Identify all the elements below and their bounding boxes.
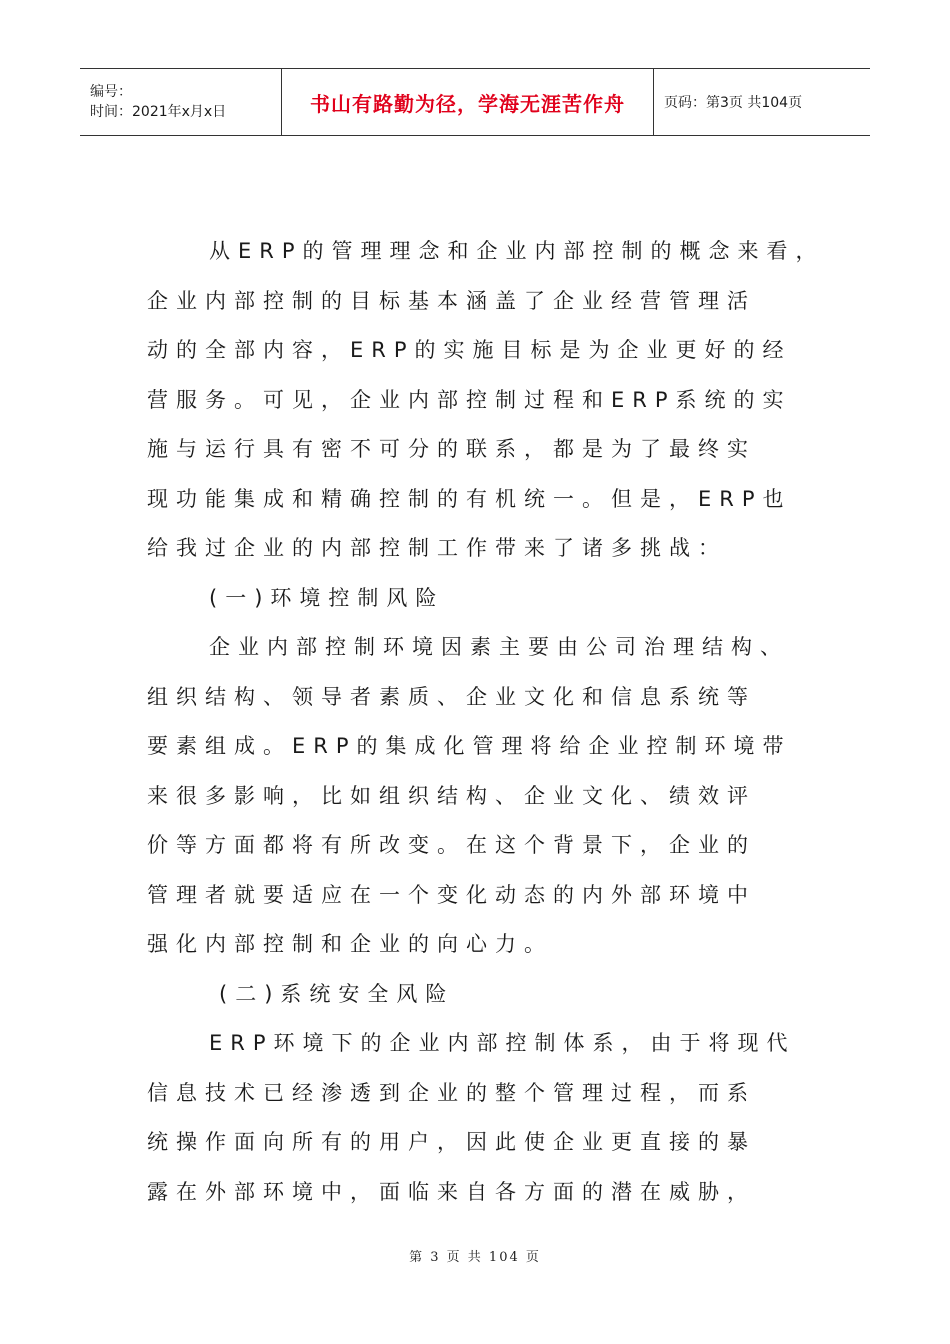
page-footer: 第 3 页 共 104 页 xyxy=(409,1250,541,1265)
header-motto-cell xyxy=(282,69,654,135)
body-line: 管理者就要适应在一个变化动态的内外部环境中 xyxy=(147,882,756,907)
body-line: 施与运行具有密不可分的联系，都是为了最终实 xyxy=(147,437,756,461)
number-label: 编号： xyxy=(90,84,132,100)
body-line: 营服务。可见，企业内部控制过程和ERP系统的实 xyxy=(147,387,792,412)
date-label: 时间：2021年x月x日 xyxy=(90,104,227,120)
body-line: 从ERP的管理理念和企业内部控制的概念来看， xyxy=(209,239,825,263)
body-line: ERP环境下的企业内部控制体系，由于将现代 xyxy=(209,1031,796,1055)
motto: 书山有路勤为径，学海无涯苦作舟 xyxy=(310,91,625,116)
body-line: 来很多影响，比如组织结构、企业文化、绩效评 xyxy=(147,783,756,808)
body-line: 给我过企业的内部控制工作带来了诸多挑战： xyxy=(147,536,727,560)
body-line: 动的全部内容，ERP的实施目标是为企业更好的经 xyxy=(147,338,792,362)
header-meta xyxy=(80,69,282,135)
body-line: 价等方面都将有所改变。在这个背景下，企业的 xyxy=(147,833,756,857)
body-line: (二)系统安全风险 xyxy=(219,981,455,1006)
body-line: 企业内部控制环境因素主要由公司治理结构、 xyxy=(209,635,789,659)
body-line: 组织结构、领导者素质、企业文化和信息系统等 xyxy=(147,684,756,709)
body-line: (一)环境控制风险 xyxy=(209,585,445,610)
body-line: 现功能集成和精确控制的有机统一。但是，ERP也 xyxy=(147,486,792,511)
document-header xyxy=(80,68,870,136)
document-body xyxy=(147,227,825,1217)
body-line: 要素组成。ERP的集成化管理将给企业控制环境带 xyxy=(147,734,792,758)
body-line: 露在外部环境中，面临来自各方面的潜在威胁， xyxy=(147,1179,756,1204)
header-page-cell xyxy=(654,69,870,135)
header-page-label: 页码：第3页 共104页 xyxy=(664,95,803,111)
body-line: 企业内部控制的目标基本涵盖了企业经营管理活 xyxy=(147,288,756,313)
body-line: 统操作面向所有的用户，因此使企业更直接的暴 xyxy=(147,1130,756,1154)
body-line: 强化内部控制和企业的向心力。 xyxy=(147,932,553,956)
body-line: 信息技术已经渗透到企业的整个管理过程，而系 xyxy=(147,1080,756,1105)
